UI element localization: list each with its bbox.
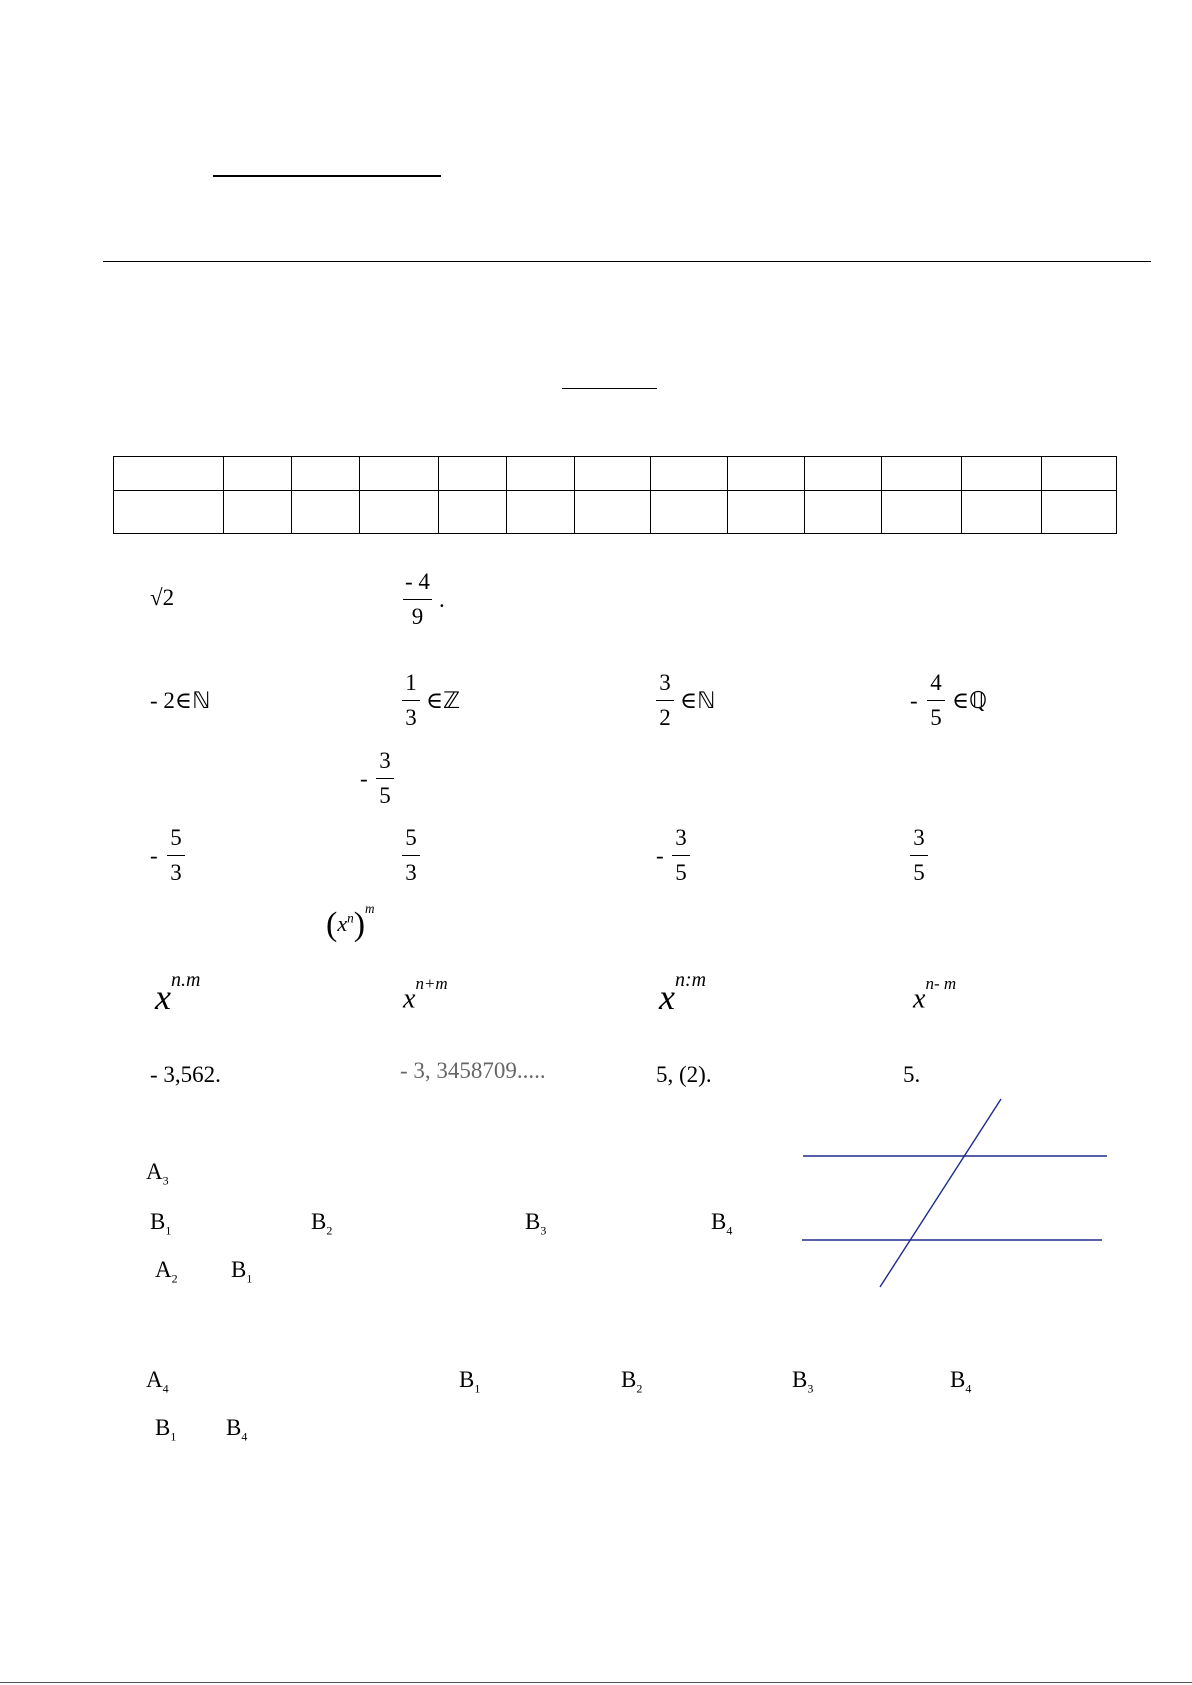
angle-letter: B [792, 1367, 808, 1392]
answer-cell[interactable] [223, 457, 291, 491]
footer-rule [0, 1682, 1192, 1683]
inverse-option-c[interactable] [672, 824, 690, 887]
element-of-symbol: ∈ [680, 688, 698, 713]
option-base: x [155, 977, 171, 1017]
angle-letter: B [525, 1209, 541, 1234]
name-blank-line [213, 175, 441, 177]
membership-option-b-fraction [402, 669, 420, 732]
angle-sub: 2 [636, 1381, 643, 1396]
paren-open: ( [326, 906, 338, 943]
angle-letter: A [155, 1257, 172, 1282]
answer-cell[interactable] [575, 491, 651, 534]
power-inner-exp: n [347, 910, 354, 926]
option-a-prefix: - 2 [150, 688, 175, 713]
angle-sub: 1 [165, 1223, 172, 1238]
frac-num: 5 [170, 825, 182, 850]
power-option-a[interactable] [155, 969, 201, 1018]
angle-letter: A [146, 1367, 163, 1392]
angle-letter: A [146, 1159, 163, 1184]
angle-option-b2[interactable] [311, 1210, 332, 1243]
angle-stem-a3 [146, 1160, 169, 1193]
answer-cell[interactable] [291, 457, 359, 491]
decimal-option-d[interactable]: 5. [903, 1062, 921, 1087]
answer-cell[interactable] [359, 491, 438, 534]
angle2-option-b2[interactable] [621, 1368, 642, 1401]
angle-pair-b1 [231, 1258, 252, 1291]
membership-option-b[interactable] [426, 688, 460, 714]
set-symbol: ℚ [969, 688, 988, 714]
membership-option-d-fraction [927, 669, 945, 732]
set-symbol: ℕ [191, 688, 211, 714]
power-base: x [337, 911, 348, 936]
answer-cell[interactable] [359, 457, 438, 491]
power-option-b[interactable] [403, 974, 448, 1015]
answer-cell[interactable] [728, 491, 805, 534]
angle-letter: B [621, 1367, 637, 1392]
angle-letter: B [459, 1367, 475, 1392]
frac-num: 3 [659, 670, 671, 695]
angle2-option-b3[interactable] [792, 1368, 813, 1401]
angle-sub: 3 [540, 1223, 547, 1238]
answer-cell[interactable] [805, 491, 882, 534]
title-underline [562, 388, 657, 389]
angle-sub: 3 [807, 1381, 814, 1396]
frac-num: 5 [405, 825, 417, 850]
answer-cell[interactable] [506, 457, 575, 491]
fraction-minus-4-9 [403, 568, 432, 631]
answer-cell[interactable] [805, 457, 882, 491]
power-option-d[interactable] [913, 974, 957, 1015]
angle-sub: 1 [246, 1271, 253, 1286]
angle-pair-a2 [155, 1258, 178, 1291]
membership-option-c-fraction [656, 669, 674, 732]
power-stem [326, 900, 375, 944]
sqrt-two [150, 585, 174, 611]
header-divider [103, 261, 1151, 262]
option-exp: n:m [674, 969, 707, 991]
answer-cell[interactable] [651, 491, 728, 534]
answer-cell[interactable] [651, 457, 728, 491]
answer-cell[interactable] [223, 491, 291, 534]
power-outer-exp: m [365, 900, 375, 916]
answer-cell[interactable] [291, 491, 359, 534]
angle-sub: 4 [241, 1429, 248, 1444]
frac-den: 9 [411, 604, 424, 629]
set-symbol: ℕ [697, 688, 716, 714]
frac-num: 3 [913, 825, 925, 850]
answer-cell[interactable] [438, 491, 506, 534]
answer-cell[interactable] [575, 457, 651, 491]
option-base: x [913, 983, 926, 1015]
paren-close: ) [353, 906, 366, 943]
angle2-option-b4[interactable] [950, 1368, 971, 1401]
angle-letter: B [150, 1209, 166, 1234]
answer-cell[interactable] [506, 491, 575, 534]
frac-num: 3 [675, 825, 687, 850]
frac-num: 3 [379, 748, 391, 773]
inverse-option-a-sign: - [150, 843, 158, 868]
frac-den: 5 [930, 705, 942, 730]
angle-sub: 2 [326, 1223, 333, 1238]
option-base: x [403, 983, 416, 1015]
parallel-lines-figure [795, 1095, 1115, 1290]
inverse-stem-sign: - [360, 766, 368, 791]
inverse-stem-fraction [376, 747, 394, 810]
angle-stem-a4 [146, 1368, 169, 1401]
answer-cell[interactable] [962, 491, 1042, 534]
angle-letter: B [231, 1257, 247, 1282]
option-base: x [659, 977, 675, 1017]
angle-letter: B [711, 1209, 727, 1234]
frac-num: 4 [930, 670, 942, 695]
angle-sub: 1 [474, 1381, 481, 1396]
angle2-pair-b4 [226, 1416, 247, 1449]
angle-sub: 2 [171, 1271, 178, 1286]
decimal-option-c[interactable]: 5, (2). [656, 1062, 712, 1087]
option-exp: n+m [415, 974, 448, 993]
angle-letter: B [155, 1415, 171, 1440]
answer-cell[interactable] [1041, 457, 1116, 491]
membership-option-d[interactable] [952, 688, 987, 714]
element-of-symbol: ∈ [952, 688, 970, 713]
option-exp: n.m [170, 969, 201, 991]
angle-option-b3[interactable] [525, 1210, 546, 1243]
answer-cell[interactable] [728, 457, 805, 491]
decimal-option-b[interactable]: - 3, 3458709..... [400, 1058, 546, 1083]
frac-den: 3 [405, 860, 417, 885]
membership-option-a[interactable] [150, 688, 210, 714]
frac-den: 5 [675, 860, 687, 885]
angle2-option-b1[interactable] [459, 1368, 480, 1401]
angle-sub: 4 [726, 1223, 733, 1238]
inverse-option-a[interactable] [167, 824, 185, 887]
power-option-c[interactable] [659, 969, 707, 1018]
frac-num: - 4 [405, 569, 430, 594]
answer-cell[interactable] [438, 457, 506, 491]
answer-cell[interactable] [962, 457, 1042, 491]
angle-letter: B [226, 1415, 242, 1440]
angle2-pair-b1 [155, 1416, 176, 1449]
angle-sub: 3 [162, 1173, 169, 1188]
fraction-tail: . [439, 587, 445, 612]
frac-den: 2 [659, 705, 671, 730]
transversal-line [880, 1099, 1001, 1287]
inverse-option-c-sign: - [656, 843, 664, 868]
option-exp: n- m [925, 974, 957, 993]
frac-num: 1 [405, 670, 417, 695]
angle-letter: B [950, 1367, 966, 1392]
sqrt-two-text: √2 [150, 585, 175, 610]
frac-den: 5 [913, 860, 925, 885]
answer-cell[interactable] [1041, 491, 1116, 534]
angle-option-b1[interactable] [150, 1210, 171, 1243]
answer-cell[interactable] [882, 457, 962, 491]
frac-den: 3 [170, 860, 182, 885]
membership-option-d-prefix: - [910, 688, 918, 713]
set-symbol: ℤ [443, 688, 461, 714]
inverse-option-b[interactable] [402, 824, 420, 887]
frac-den: 5 [379, 783, 391, 808]
angle-option-b4[interactable] [711, 1210, 732, 1243]
angle-sub: 4 [162, 1381, 169, 1396]
answer-table [113, 456, 1117, 534]
decimal-option-a[interactable]: - 3,562. [150, 1062, 221, 1087]
answer-cell[interactable] [882, 491, 962, 534]
answer-table-row [114, 457, 1117, 491]
membership-option-c[interactable] [680, 688, 715, 714]
answer-table-row [114, 491, 1117, 534]
element-of-symbol: ∈ [426, 688, 444, 713]
angle-sub: 4 [965, 1381, 972, 1396]
frac-den: 3 [405, 705, 417, 730]
inverse-option-d[interactable] [910, 824, 928, 887]
answer-cell[interactable] [114, 457, 224, 491]
angle-sub: 1 [170, 1429, 177, 1444]
element-of-symbol: ∈ [174, 688, 192, 713]
answer-cell[interactable] [114, 491, 224, 534]
angle-letter: B [311, 1209, 327, 1234]
